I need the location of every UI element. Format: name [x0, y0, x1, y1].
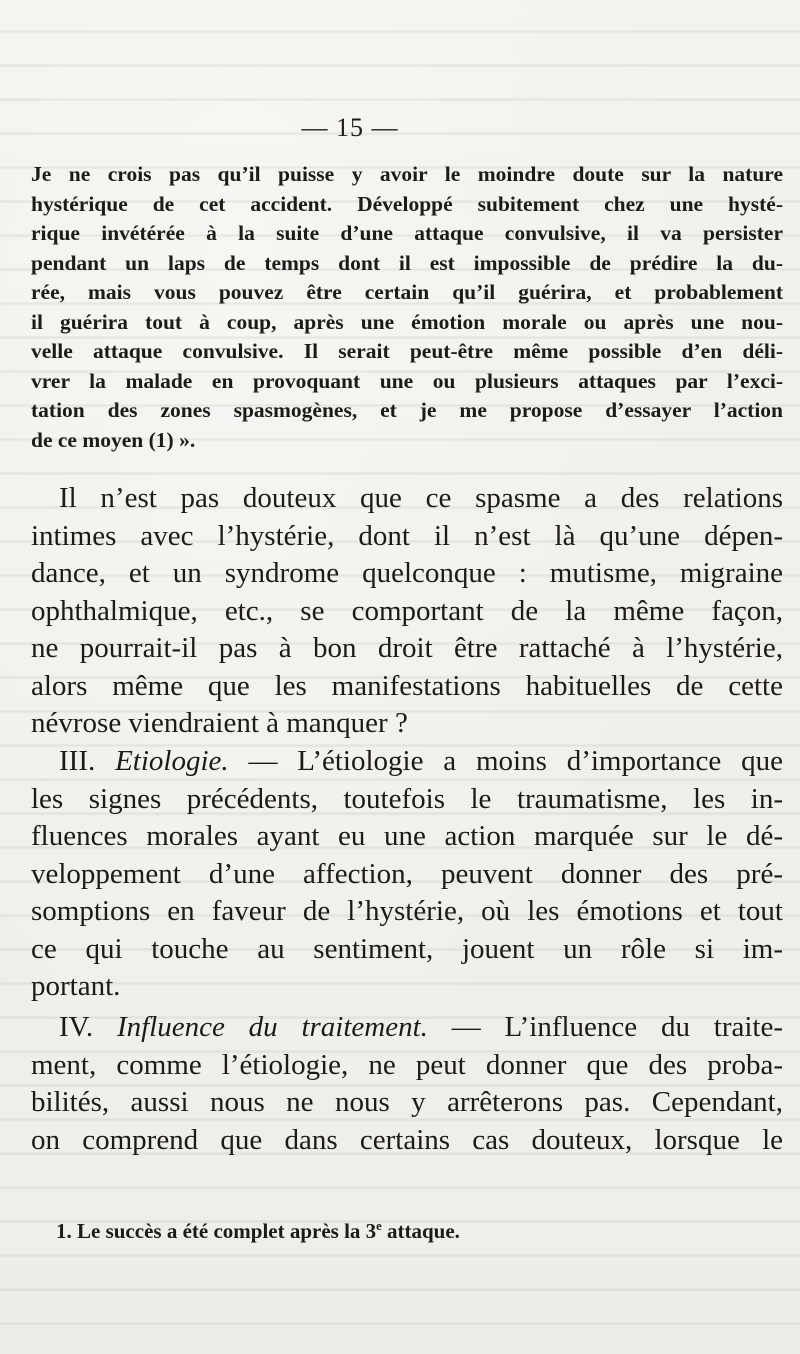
- text-line: de ce moyen (1) ».: [31, 427, 196, 452]
- text-line: Il n’est pas douteux que ce spasme a des relations: [59, 482, 783, 514]
- text-line: hystérique de cet accident. Développé subitement chez une hysté-: [31, 191, 783, 216]
- text-fragment: — L’influence du traite-: [427, 1011, 784, 1043]
- text-line: vrer la malade en provoquant une ou plusieurs attaques par l’exci-: [31, 368, 783, 393]
- text-line: Je ne crois pas qu’il puisse y avoir le moindre doute sur la nature: [31, 162, 783, 186]
- text-line: tation des zones spasmogènes, et je me propose d’essayer l’action: [31, 398, 783, 422]
- text-line: il guérira tout à coup, après une émotion morale ou après une nou-: [31, 309, 783, 334]
- text-line: ne pourrait-il pas à bon droit être rattaché à l’hystérie,: [31, 632, 783, 664]
- text-line: somptions en faveur de l’hystérie, où les émotions et tout: [31, 895, 783, 927]
- text-line: velle attaque convulsive. Il serait peut-être même possible d’en déli-: [31, 339, 783, 363]
- quoted-paragraph: [31, 160, 783, 455]
- footnote-text: Le succès a été complet après la 3: [71, 1219, 377, 1243]
- text-line: dance, et un syndrome quelconque : mutisme, migraine: [31, 557, 783, 589]
- footnote-text-end: attaque.: [381, 1219, 460, 1243]
- section-influence-traitement: [31, 1009, 783, 1159]
- text-line: ce qui touche au sentiment, jouent un rôle si im-: [31, 932, 783, 965]
- text-line: rique invétérée à la suite d’une attaque convulsive, il va persister: [31, 221, 783, 245]
- text-line: veloppement d’une affection, peuvent donner des pré-: [31, 857, 783, 890]
- section-title: Influence du traitement.: [116, 1011, 428, 1043]
- section-title: Etiologie.: [115, 745, 229, 777]
- section-heading-line: [31, 1009, 783, 1047]
- body-paragraph: [31, 480, 783, 743]
- text-line: bilités, aussi nous ne nous y arrêterons pas. Cependant,: [31, 1086, 783, 1118]
- text-line: les signes précédents, toutefois le traumatisme, les in-: [31, 782, 783, 815]
- text-line: fluences morales ayant eu une action marquée sur le dé-: [31, 820, 783, 852]
- text-line: rée, mais vous pouvez être certain qu’il guérira, et probablement: [31, 280, 783, 304]
- footnote-superscript: e: [376, 1219, 382, 1233]
- text-line: ophthalmique, etc., se comportant de la même façon,: [31, 594, 783, 627]
- text-line: on comprend que dans certains cas douteux, lorsque le: [31, 1123, 783, 1156]
- section-number: IV.: [59, 1011, 94, 1043]
- text-line: pendant un laps de temps dont il est impossible de prédire la du-: [31, 250, 783, 275]
- text-fragment: — L’étiologie a moins d’importance que: [228, 745, 783, 777]
- footnote: [56, 1219, 776, 1244]
- text-line: ment, comme l’étiologie, ne peut donner que des proba-: [31, 1048, 783, 1081]
- section-heading-line: [31, 743, 783, 781]
- section-etiologie: [31, 743, 783, 1006]
- text-line: alors même que les manifestations habituelles de cette: [31, 669, 783, 702]
- text-line: portant.: [31, 970, 121, 1002]
- text-line: intimes avec l’hystérie, dont il n’est là qu’une dépen-: [31, 519, 783, 552]
- page-number: — 15 —: [301, 113, 399, 142]
- footnote-marker: 1.: [56, 1219, 72, 1243]
- section-number: III.: [59, 745, 96, 777]
- text-line: névrose viendraient à manquer ?: [31, 707, 408, 739]
